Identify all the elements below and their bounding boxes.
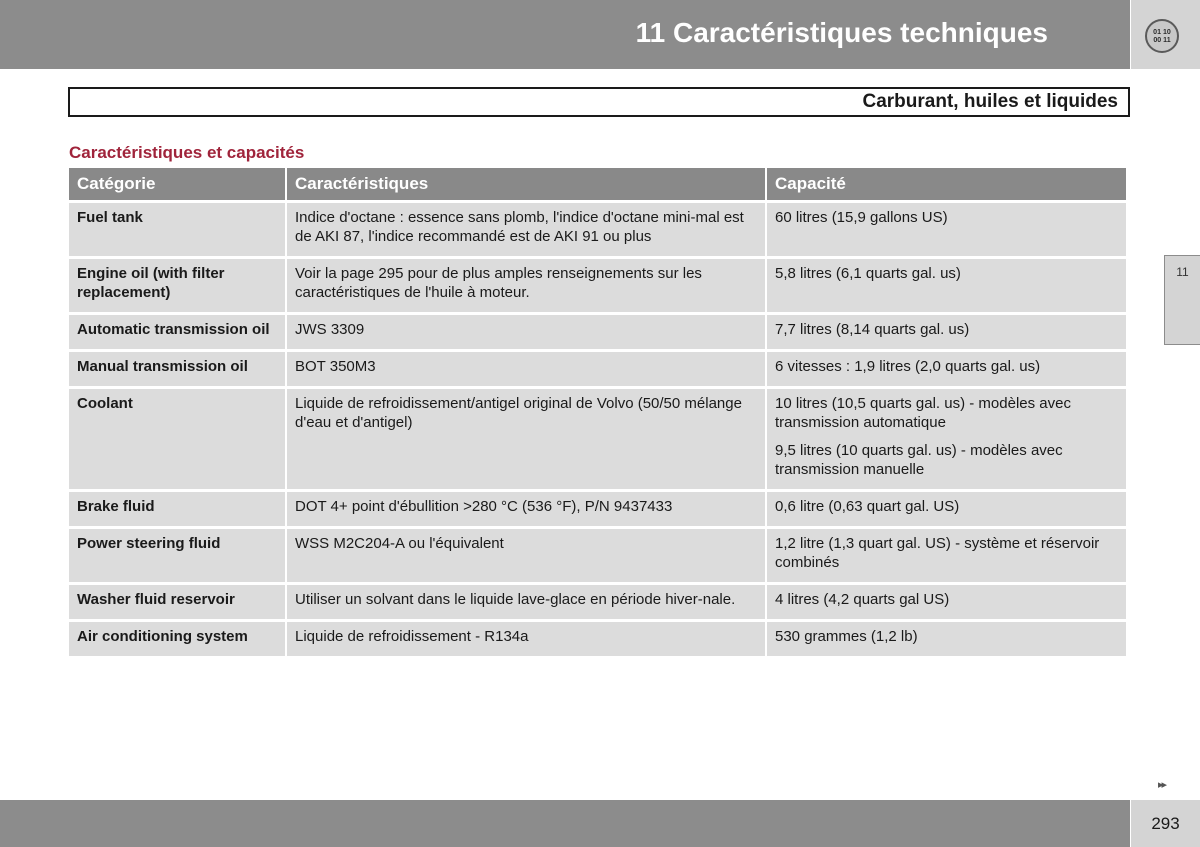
table-row	[69, 585, 1126, 619]
table-row	[69, 389, 1126, 489]
subsection-title: Caractéristiques et capacités	[69, 143, 305, 162]
cell-category: Washer fluid reservoir	[69, 585, 285, 619]
column-header-capacity: Capacité	[767, 168, 1126, 200]
cell-capacity: 0,6 litre (0,63 quart gal. US)	[767, 492, 1126, 526]
table-row	[69, 315, 1126, 349]
double-arrow-right-icon: ▸▸	[1158, 779, 1166, 791]
cell-specs: Utiliser un solvant dans le liquide lave-glace en période hiver-nale.	[287, 585, 765, 619]
cell-category: Power steering fluid	[69, 529, 285, 582]
table-row	[69, 529, 1126, 582]
table-row	[69, 492, 1126, 526]
column-header-category: Catégorie	[69, 168, 285, 200]
footer-bar	[0, 800, 1130, 847]
chapter-numbers-icon	[1145, 19, 1179, 53]
table-header-row	[69, 168, 1126, 200]
cell-capacity: 6 vitesses : 1,9 litres (2,0 quarts gal. us)	[767, 352, 1126, 386]
page-number: 293	[1151, 814, 1180, 833]
cell-specs: Voir la page 295 pour de plus amples renseignements sur les caractéristiques de l'huile à moteur.	[287, 259, 765, 312]
header-bar	[0, 0, 1130, 69]
specs-table	[67, 165, 1128, 659]
chapter-side-tab-label: 11	[1176, 265, 1189, 279]
cell-category: Brake fluid	[69, 492, 285, 526]
cell-capacity: 1,2 litre (1,3 quart gal. US) - système et réservoir combinés	[767, 529, 1126, 582]
cell-category: Air conditioning system	[69, 622, 285, 656]
capacity-manual: 9,5 litres (10 quarts gal. us) - modèles avec transmission manuelle	[775, 442, 1063, 478]
cell-category: Automatic transmission oil	[69, 315, 285, 349]
cell-specs: Liquide de refroidissement/antigel original de Volvo (50/50 mélange d'eau et d'antigel)	[287, 389, 765, 489]
table-row	[69, 622, 1126, 656]
cell-category: Fuel tank	[69, 203, 285, 256]
cell-capacity: 60 litres (15,9 gallons US)	[767, 203, 1126, 256]
cell-capacity: 4 litres (4,2 quarts gal US)	[767, 585, 1126, 619]
section-title: Carburant, huiles et liquides	[862, 91, 1118, 112]
cell-specs: JWS 3309	[287, 315, 765, 349]
cell-specs: Liquide de refroidissement - R134a	[287, 622, 765, 656]
cell-capacity	[767, 389, 1126, 489]
cell-specs: WSS M2C204-A ou l'équivalent	[287, 529, 765, 582]
chapter-title: 11 Caractéristiques techniques	[635, 17, 1048, 48]
cell-category: Manual transmission oil	[69, 352, 285, 386]
table-row	[69, 203, 1126, 256]
chapter-icon-text-top: 01 10	[1153, 29, 1171, 37]
cell-capacity: 5,8 litres (6,1 quarts gal. us)	[767, 259, 1126, 312]
cell-category: Coolant	[69, 389, 285, 489]
cell-specs: Indice d'octane : essence sans plomb, l'indice d'octane mini-mal est de AKI 87, l'indice recommandé est de AKI 91 ou plus	[287, 203, 765, 256]
cell-specs: BOT 350M3	[287, 352, 765, 386]
cell-specs: DOT 4+ point d'ébullition >280 °C (536 °F), P/N 9437433	[287, 492, 765, 526]
table-row	[69, 259, 1126, 312]
chapter-side-tab	[1164, 255, 1200, 345]
section-title-box	[68, 87, 1130, 117]
cell-capacity: 530 grammes (1,2 lb)	[767, 622, 1126, 656]
column-header-specs: Caractéristiques	[287, 168, 765, 200]
chapter-icon-text-bottom: 00 11	[1153, 37, 1171, 45]
capacity-automatic: 10 litres (10,5 quarts gal. us) - modèles avec transmission automatique	[775, 395, 1071, 431]
cell-capacity: 7,7 litres (8,14 quarts gal. us)	[767, 315, 1126, 349]
table-row	[69, 352, 1126, 386]
cell-category: Engine oil (with filter replacement)	[69, 259, 285, 312]
